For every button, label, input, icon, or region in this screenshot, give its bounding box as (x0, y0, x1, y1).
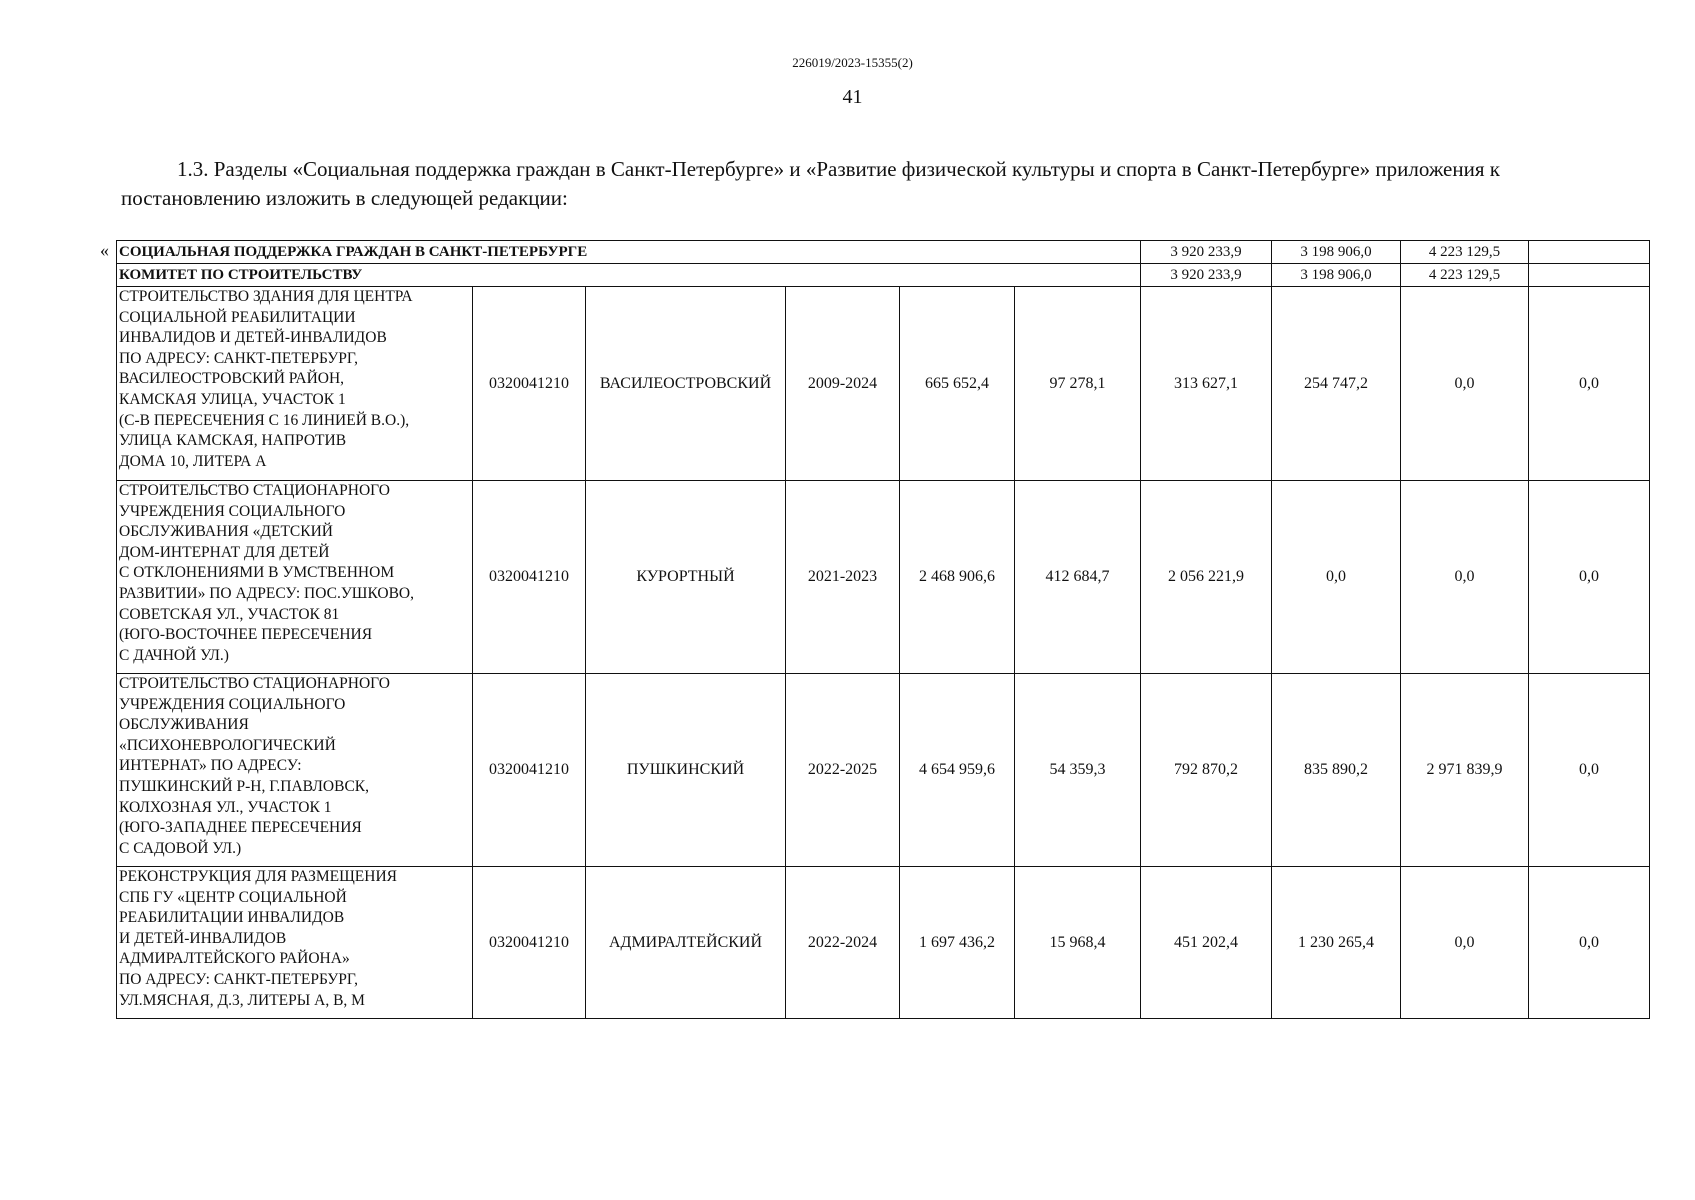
year-2-amount: 835 890,2 (1272, 674, 1401, 867)
previous-funding: 54 359,3 (1015, 674, 1141, 867)
budget-code: 0320041210 (473, 867, 586, 1019)
year-4-amount: 0,0 (1529, 287, 1650, 481)
document-registration-number: 226019/2023-15355(2) (792, 55, 913, 70)
intro-text: 1.3. Разделы «Социальная поддержка граждан в Санкт-Петербурге» и «Развитие физической культуры и спорта в Санкт-Петербурге» приложения к постановлению изложить в следующей редакции: (121, 157, 1500, 210)
table-row (117, 481, 1650, 674)
year-2-amount: 0,0 (1272, 481, 1401, 674)
year-2-amount: 1 230 265,4 (1272, 867, 1401, 1019)
year-4-amount: 0,0 (1529, 867, 1650, 1019)
year-1-amount: 451 202,4 (1141, 867, 1272, 1019)
district: КУРОРТНЫЙ (586, 481, 786, 674)
budget-table (116, 240, 1650, 1019)
total-cost: 1 697 436,2 (900, 867, 1015, 1019)
section-total-3: 4 223 129,5 (1401, 241, 1529, 264)
total-cost: 4 654 959,6 (900, 674, 1015, 867)
section-total-2: 3 198 906,0 (1272, 241, 1401, 264)
table-row (117, 287, 1650, 481)
section-total-1: 3 920 233,9 (1141, 241, 1272, 264)
total-cost: 665 652,4 (900, 287, 1015, 481)
previous-funding: 97 278,1 (1015, 287, 1141, 481)
year-3-amount: 0,0 (1401, 287, 1529, 481)
year-3-amount: 0,0 (1401, 867, 1529, 1019)
previous-funding: 412 684,7 (1015, 481, 1141, 674)
project-name: СТРОИТЕЛЬСТВО СТАЦИОНАРНОГО УЧРЕЖДЕНИЯ СОЦИАЛЬНОГО ОБСЛУЖИВАНИЯ «ДЕТСКИЙ ДОМ-ИНТЕРНАТ ДЛЯ ДЕТЕЙ С ОТКЛОНЕНИЯМИ В УМСТВЕННОМ РАЗВИТИИ» ПО АДРЕСУ: ПОС.УШКОВО, СОВЕТСКАЯ УЛ., УЧАСТОК 81 (ЮГО-ВОСТОЧНЕЕ ПЕРЕСЕЧЕНИЯ С ДАЧНОЙ УЛ.) (117, 481, 473, 674)
committee-total-2: 3 198 906,0 (1272, 264, 1401, 287)
committee-total-3: 4 223 129,5 (1401, 264, 1529, 287)
period: 2022-2025 (786, 674, 900, 867)
year-1-amount: 792 870,2 (1141, 674, 1272, 867)
year-4-amount: 0,0 (1529, 481, 1650, 674)
project-name: СТРОИТЕЛЬСТВО СТАЦИОНАРНОГО УЧРЕЖДЕНИЯ СОЦИАЛЬНОГО ОБСЛУЖИВАНИЯ «ПСИХОНЕВРОЛОГИЧЕСКИЙ ИНТЕРНАТ» ПО АДРЕСУ: ПУШКИНСКИЙ Р-Н, Г.ПАВЛОВСК, КОЛХОЗНАЯ УЛ., УЧАСТОК 1 (ЮГО-ЗАПАДНЕЕ ПЕРЕСЕЧЕНИЯ С САДОВОЙ УЛ.) (117, 674, 473, 867)
budget-code: 0320041210 (473, 287, 586, 481)
year-2-amount: 254 747,2 (1272, 287, 1401, 481)
period: 2022-2024 (786, 867, 900, 1019)
year-3-amount: 2 971 839,9 (1401, 674, 1529, 867)
period: 2021-2023 (786, 481, 900, 674)
committee-title: КОМИТЕТ ПО СТРОИТЕЛЬСТВУ (117, 264, 1141, 287)
period: 2009-2024 (786, 287, 900, 481)
intro-paragraph (121, 155, 1591, 213)
committee-total-row (117, 264, 1650, 287)
year-1-amount: 313 627,1 (1141, 287, 1272, 481)
district: ПУШКИНСКИЙ (586, 674, 786, 867)
previous-funding: 15 968,4 (1015, 867, 1141, 1019)
table-row (117, 867, 1650, 1019)
district: ВАСИЛЕОСТРОВСКИЙ (586, 287, 786, 481)
budget-table-body (117, 241, 1650, 1019)
committee-total-4 (1529, 264, 1650, 287)
committee-total-1: 3 920 233,9 (1141, 264, 1272, 287)
budget-code: 0320041210 (473, 674, 586, 867)
section-title: СОЦИАЛЬНАЯ ПОДДЕРЖКА ГРАЖДАН В САНКТ-ПЕТЕРБУРГЕ (117, 241, 1141, 264)
total-cost: 2 468 906,6 (900, 481, 1015, 674)
year-1-amount: 2 056 221,9 (1141, 481, 1272, 674)
table-row (117, 674, 1650, 867)
year-3-amount: 0,0 (1401, 481, 1529, 674)
project-name: РЕКОНСТРУКЦИЯ ДЛЯ РАЗМЕЩЕНИЯ СПБ ГУ «ЦЕНТР СОЦИАЛЬНОЙ РЕАБИЛИТАЦИИ ИНВАЛИДОВ И ДЕТЕЙ-ИНВАЛИДОВ АДМИРАЛТЕЙСКОГО РАЙОНА» ПО АДРЕСУ: САНКТ-ПЕТЕРБУРГ, УЛ.МЯСНАЯ, Д.3, ЛИТЕРЫ А, В, М (117, 867, 473, 1019)
page-number: 41 (842, 86, 863, 108)
project-name: СТРОИТЕЛЬСТВО ЗДАНИЯ ДЛЯ ЦЕНТРА СОЦИАЛЬНОЙ РЕАБИЛИТАЦИИ ИНВАЛИДОВ И ДЕТЕЙ-ИНВАЛИДОВ ПО АДРЕСУ: САНКТ-ПЕТЕРБУРГ, ВАСИЛЕОСТРОВСКИЙ РАЙОН, КАМСКАЯ УЛИЦА, УЧАСТОК 1 (С-В ПЕРЕСЕЧЕНИЯ С 16 ЛИНИЕЙ В.О.), УЛИЦА КАМСКАЯ, НАПРОТИВ ДОМА 10, ЛИТЕРА А (117, 287, 473, 481)
district: АДМИРАЛТЕЙСКИЙ (586, 867, 786, 1019)
opening-quote-mark: « (100, 240, 109, 260)
section-total-4 (1529, 241, 1650, 264)
section-total-row (117, 241, 1650, 264)
budget-code: 0320041210 (473, 481, 586, 674)
year-4-amount: 0,0 (1529, 674, 1650, 867)
